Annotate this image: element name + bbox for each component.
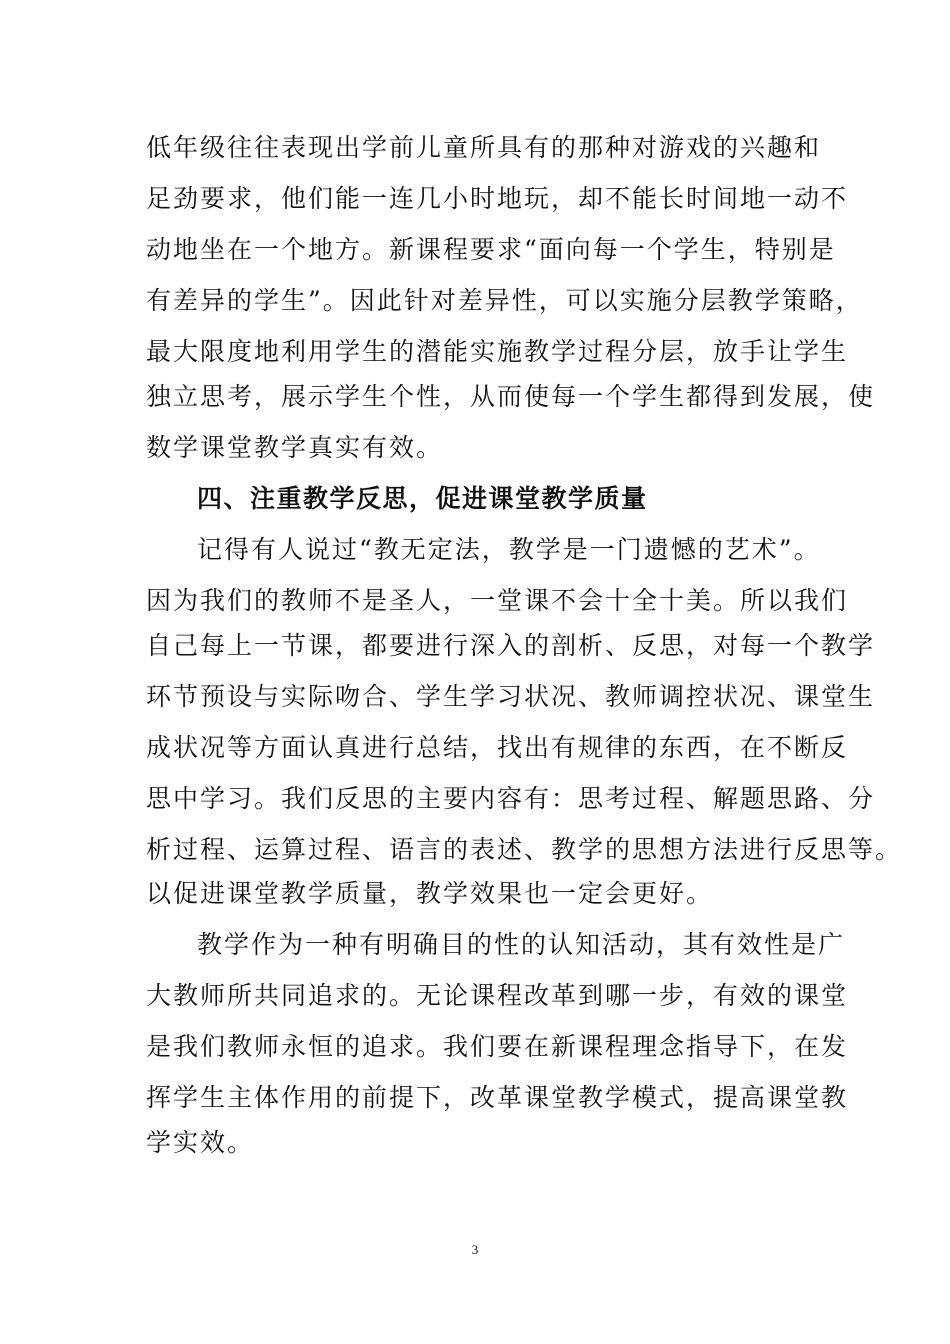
page-number: 3 xyxy=(471,1242,479,1257)
body-text-line: 析过程、运算过程、语言的表述、教学的思想方法进行反思等。 xyxy=(146,835,903,864)
body-text-line: 数学课堂教学真实有效。 xyxy=(146,433,444,462)
body-text-line: 最大限度地利用学生的潜能实施教学过程分层，放手让学生 xyxy=(146,337,849,366)
body-text-line: 记得有人说过“教无定法，教学是一门遗憾的艺术”。 xyxy=(197,535,821,564)
body-text-line: 思中学习。我们反思的主要内容有：思考过程、解题思路、分 xyxy=(146,784,876,813)
body-text-line: 有差异的学生”。因此针对差异性，可以实施分层教学策略， xyxy=(146,286,863,315)
body-text-line: 成状况等方面认真进行总结，找出有规律的东西，在不断反 xyxy=(146,733,849,762)
body-text-line: 因为我们的教师不是圣人，一堂课不会十全十美。所以我们 xyxy=(146,586,849,615)
body-text-line: 挥学生主体作用的前提下，改革课堂教学模式，提高课堂教 xyxy=(146,1083,849,1112)
section-heading: 四、注重教学反思，促进课堂教学质量 xyxy=(197,484,648,513)
body-text-line: 自己每上一节课，都要进行深入的剖析、反思，对每一个教学 xyxy=(146,631,876,660)
body-text-line: 是我们教师永恒的追求。我们要在新课程理念指导下，在发 xyxy=(146,1032,849,1061)
body-text-line: 独立思考，展示学生个性，从而使每一个学生都得到发展，使 xyxy=(146,382,876,411)
body-text-line: 大教师所共同追求的。无论课程改革到哪一步，有效的课堂 xyxy=(146,981,849,1010)
body-text-line: 以促进课堂教学质量，教学效果也一定会更好。 xyxy=(146,879,714,908)
body-text-line: 学实效。 xyxy=(146,1128,255,1157)
body-text-line: 足劲要求，他们能一连几小时地玩，却不能长时间地一动不 xyxy=(146,184,849,213)
body-text-line: 环节预设与实际吻合、学生学习状况、教师调控状况、课堂生 xyxy=(146,682,876,711)
body-text-line: 教学作为一种有明确目的性的认知活动，其有效性是广 xyxy=(197,930,846,959)
body-text-line: 动地坐在一个地方。新课程要求“面向每一个学生，特别是 xyxy=(146,235,836,264)
body-text-line: 低年级往往表现出学前儿童所具有的那种对游戏的兴趣和 xyxy=(146,133,822,162)
